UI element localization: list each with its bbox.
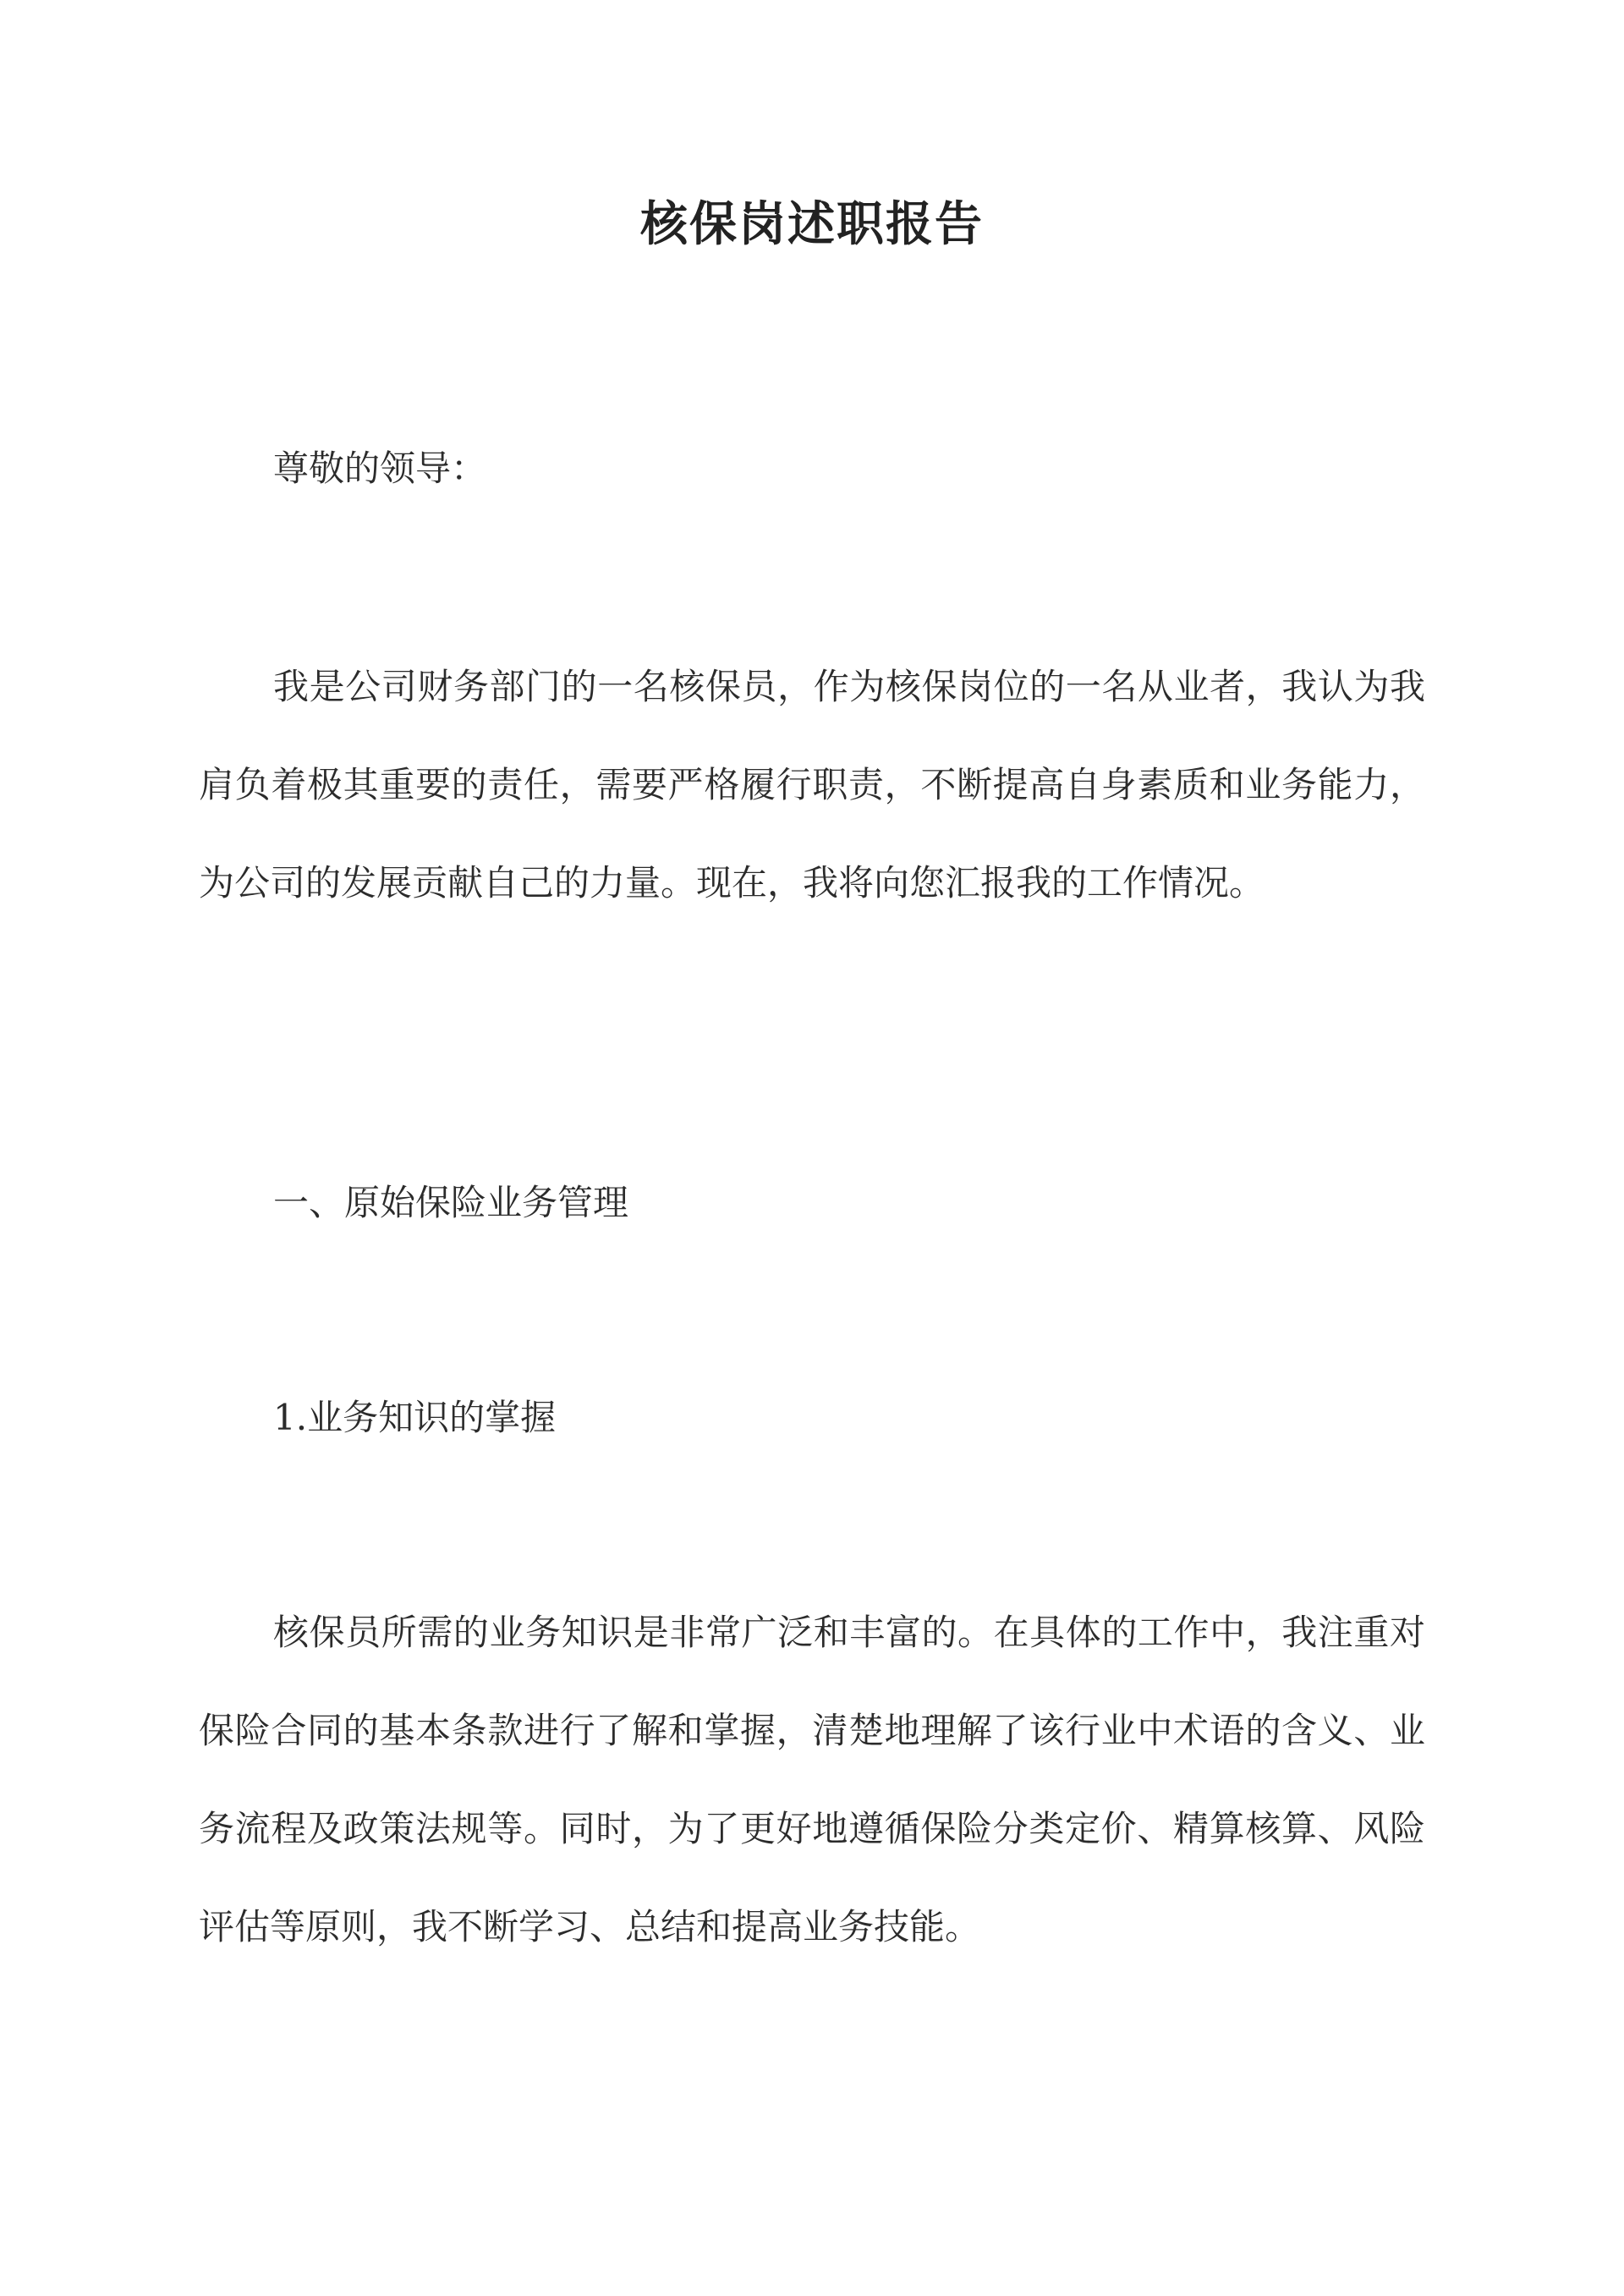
intro-paragraph: 我是公司财务部门的一名核保员，作为核保岗位的一名从业者，我认为我肩负着极其重要的责任，需要严格履行职责，不断提高自身素质和业务能力，为公司的发展贡献自己的力量。现在，我将向您汇报我的工作情况。 [199,666,1425,904]
document-title: 核保岗述职报告 [640,196,984,252]
section-heading: 一、原始保险业务管理 [273,1182,629,1223]
salutation: 尊敬的领导： [273,448,487,489]
subsection-heading: 1.业务知识的掌握 [273,1397,557,1438]
subsection-paragraph: 核保员所需的业务知识是非常广泛和丰富的。在具体的工作中，我注重对保险合同的基本条款进行了解和掌握，清楚地理解了该行业中术语的含义、业务流程及政策法规等。同时，为了更好地遵循保险分类定价、精算核算、风险评估等原则，我不断学习、总结和提高业务技能。 [199,1612,1425,1947]
